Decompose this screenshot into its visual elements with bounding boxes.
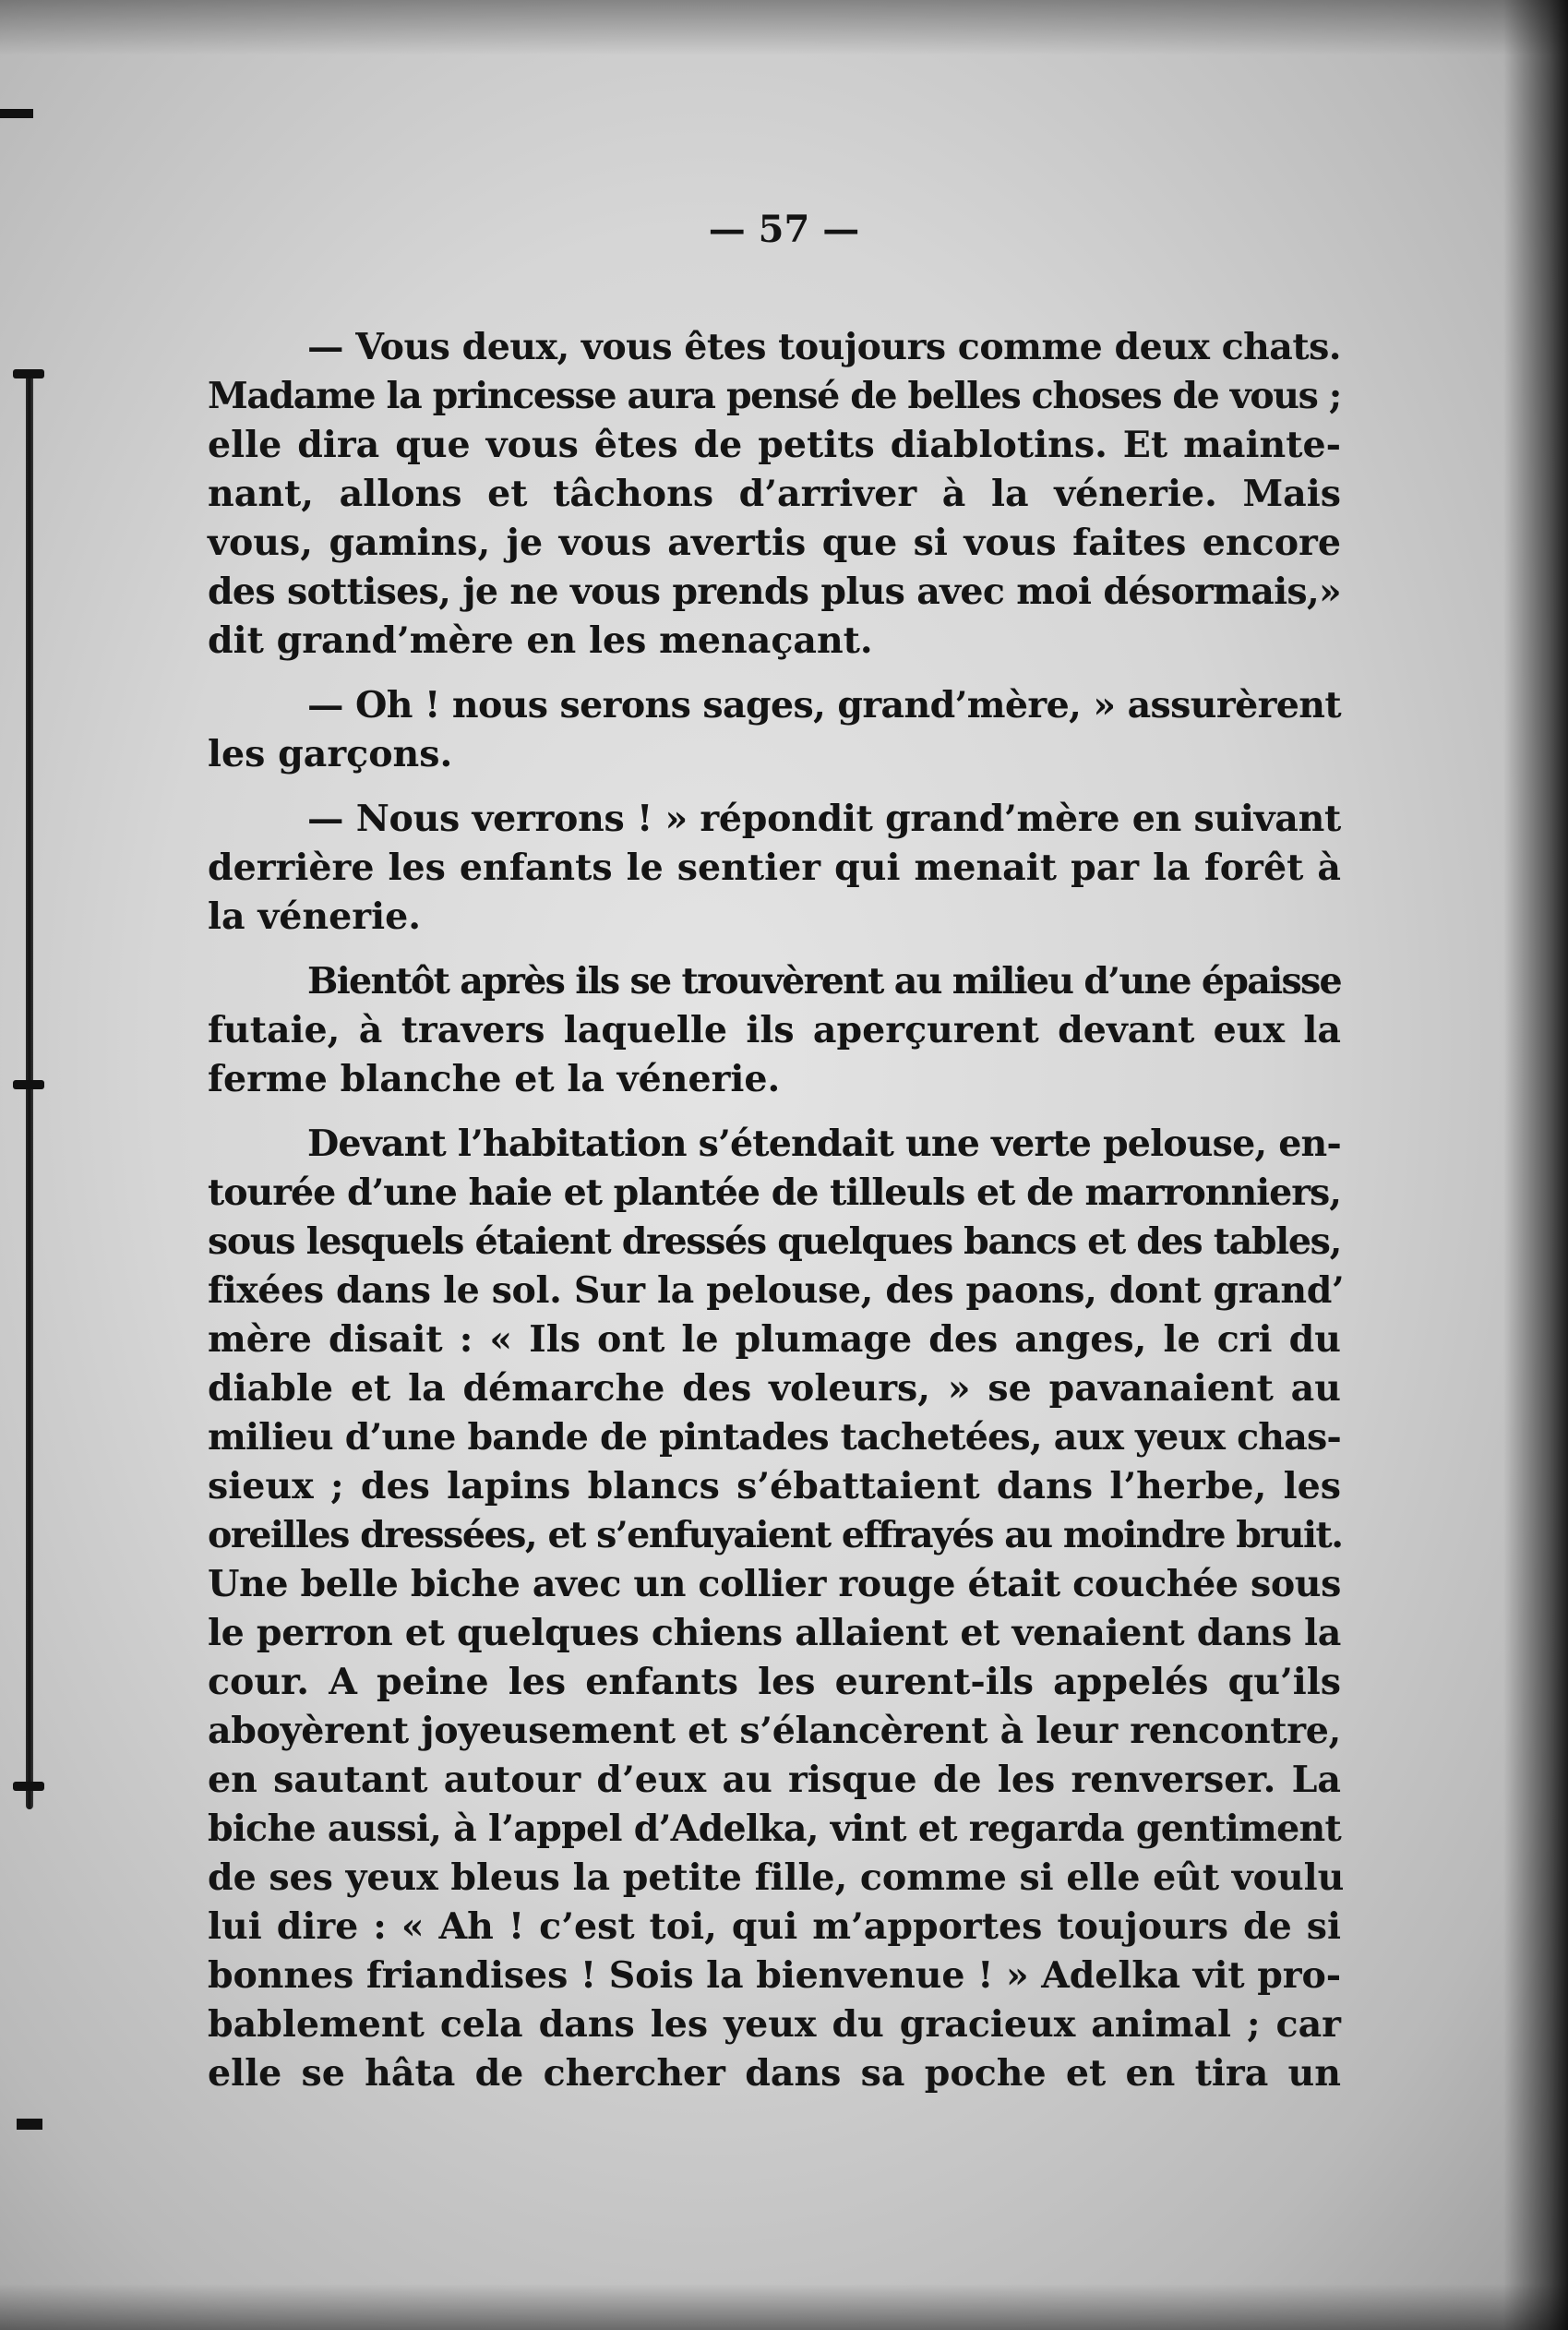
scan-shadow-right — [1503, 0, 1568, 2330]
text-line: elle dira que vous êtes de petits diablotins. Et mainte- — [208, 424, 1341, 466]
text-line: tourée d’une haie et plantée de tilleuls et de marronniers, — [208, 1171, 1341, 1214]
text-line: diable et la démarche des voleurs, » se pavanaient au — [208, 1367, 1341, 1410]
text-line: futaie, à travers laquelle ils aperçurent devant eux la — [208, 1009, 1341, 1051]
text-line: en sautant autour d’eux au risque de les renverser. La — [208, 1759, 1341, 1801]
binding-cap-middle — [13, 1080, 44, 1089]
text-line: — Vous deux, vous êtes toujours comme deux chats. — [307, 326, 1341, 368]
binding-mark-bottom — [17, 2119, 42, 2130]
text-line: Une belle biche avec un collier rouge était couchée sous — [208, 1563, 1341, 1605]
text-line: bonnes friandises ! Sois la bienvenue ! » Adelka vit pro- — [208, 1954, 1341, 1997]
text-line: cour. A peine les enfants les eurent-ils appelés qu’ils — [208, 1661, 1341, 1703]
text-line: les garçons. — [208, 733, 453, 775]
text-line: Devant l’habitation s’étendait une verte pelouse, en- — [307, 1123, 1341, 1165]
paragraph-4 — [208, 957, 1341, 1104]
text-line: la vénerie. — [208, 895, 421, 938]
text-line: oreilles dressées, et s’enfuyaient effrayés au moindre bruit. — [208, 1514, 1343, 1556]
text-line: aboyèrent joyeusement et s’élancèrent à leur rencontre, — [208, 1710, 1341, 1752]
text-line: Bientôt après ils se trouvèrent au milieu d’une épaisse — [307, 960, 1341, 1003]
text-line: dit grand’mère en les menaçant. — [208, 619, 873, 662]
paragraph-1 — [208, 323, 1341, 666]
binding-strip — [13, 369, 44, 1809]
text-line: vous, gamins, je vous avertis que si vous faites encore — [208, 522, 1341, 564]
scan-shadow-top — [0, 0, 1568, 55]
body-text — [208, 323, 1345, 2114]
text-line: sous lesquels étaient dressés quelques bancs et des tables, — [208, 1220, 1341, 1263]
text-line: de ses yeux bleus la petite fille, comme si elle eût voulu — [208, 1856, 1345, 1899]
text-line: le perron et quelques chiens allaient et venaient dans la — [208, 1612, 1341, 1654]
paragraph-2 — [208, 681, 1341, 779]
text-line: Madame la princesse aura pensé de belles choses de vous ; — [208, 375, 1341, 417]
binding-cap-top — [13, 369, 44, 378]
text-line: biche aussi, à l’appel d’Adelka, vint et regarda gentiment — [208, 1808, 1341, 1850]
paragraph-3 — [208, 795, 1341, 942]
scan-shadow-bottom — [0, 2284, 1568, 2330]
text-line: des sottises, je ne vous prends plus avec moi désormais,» — [208, 570, 1341, 613]
paragraph-5 — [208, 1120, 1345, 2098]
binding-cap-bottom — [13, 1782, 44, 1791]
page-number: — 57 — — [708, 208, 860, 251]
text-line: — Oh ! nous serons sages, grand’mère, » assurèrent — [307, 684, 1341, 727]
text-line: fixées dans le sol. Sur la pelouse, des paons, dont grand’ — [208, 1269, 1345, 1312]
text-line: milieu d’une bande de pintades tachetées, aux yeux chas- — [208, 1416, 1341, 1459]
text-line: derrière les enfants le sentier qui menait par la forêt à — [208, 847, 1341, 889]
text-line: — Nous verrons ! » répondit grand’mère en suivant — [307, 798, 1341, 840]
text-line: elle se hâta de chercher dans sa poche et en tira un — [208, 2052, 1341, 2095]
text-line: sieux ; des lapins blancs s’ébattaient dans l’herbe, les — [208, 1465, 1341, 1507]
text-line: ferme blanche et la vénerie. — [208, 1058, 781, 1100]
text-line: lui dire : « Ah ! c’est toi, qui m’apportes toujours de si — [208, 1905, 1341, 1948]
binding-cord — [26, 369, 33, 1809]
binding-mark-top — [0, 109, 33, 118]
text-line: mère disait : « Ils ont le plumage des anges, le cri du — [208, 1318, 1341, 1361]
text-line: nant, allons et tâchons d’arriver à la vénerie. Mais — [208, 473, 1341, 515]
text-line: bablement cela dans les yeux du gracieux animal ; car — [208, 2003, 1341, 2046]
